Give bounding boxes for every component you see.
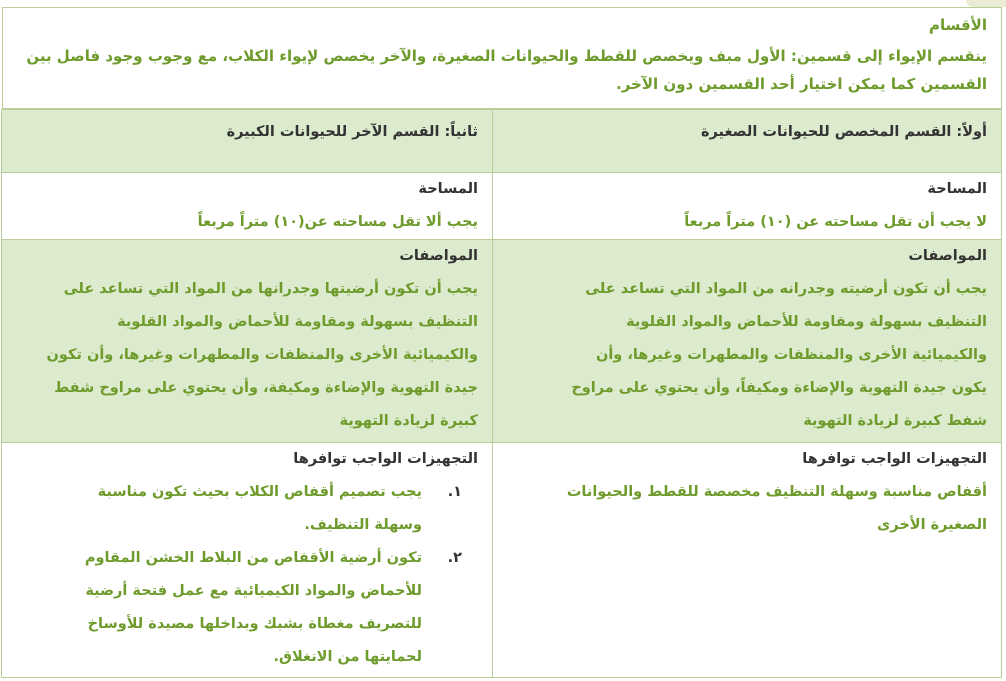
- specs-left-label: المواصفات: [399, 248, 478, 264]
- specs-left-line: التنظيف بسهولة ومقاومة للأحماض والمواد القلوية: [117, 314, 478, 330]
- specs-right: [493, 240, 1002, 443]
- intro-section: [2, 7, 1002, 109]
- intro-title: الأقسام: [928, 16, 987, 34]
- area-right-label: المساحة: [927, 181, 987, 197]
- specs-right-line: يكون جيدة التهوية والإضاءة ومكيفاً، وأن يحتوي على مراوح: [571, 380, 987, 396]
- equipment-row: [2, 443, 1002, 678]
- list-item: [16, 476, 478, 542]
- list-item-number: ٢.: [447, 550, 462, 566]
- header-right: [493, 110, 1002, 173]
- specs-left-line: والكيميائية الأخرى والمنظفات والمطهرات وغيرها، وأن تكون: [46, 347, 478, 363]
- specs-right-label: المواصفات: [908, 248, 987, 264]
- equipment-left: [2, 443, 493, 678]
- intro-text: ينقسم الإيواء إلى قسمين: الأول مبف ويخصص للقطط والحيوانات الصغيرة، والآخر يخصص لإيواء الكلاب، مع وجوب وجود فاصل بين القسمين كما يمكن اختيار أحد القسمين دون الآخر.: [26, 47, 987, 93]
- equipment-right-line: الصغيرة الأخرى: [877, 517, 987, 533]
- list-item-line: وسهلة التنظيف.: [304, 517, 422, 533]
- specs-left: [2, 240, 493, 443]
- page-corner-decoration: [966, 0, 1006, 7]
- specs-left-line: جيدة التهوية والإضاءة ومكيفة، وأن يحتوي على مراوح شفط: [54, 380, 478, 396]
- equipment-list: [16, 476, 478, 674]
- list-item-line: تكون أرضية الأقفاص من البلاط الخشن المقاوم: [84, 550, 422, 566]
- equipment-right-label: التجهيزات الواجب توافرها: [802, 451, 987, 467]
- area-left: [2, 173, 493, 240]
- specs-left-line: يجب أن تكون أرضيتها وجدرانها من المواد التي تساعد على: [63, 281, 478, 297]
- area-right: [493, 173, 1002, 240]
- comparison-table: [1, 109, 1002, 678]
- header-left: [2, 110, 493, 173]
- header-right-text: أولاً: القسم المخصص للحيوانات الصغيرة: [700, 124, 987, 140]
- specs-right-line: والكيميائية الأخرى والمنظفات والمطهرات وغيرها، وأن: [595, 347, 987, 363]
- list-item-number: ١.: [447, 484, 462, 500]
- area-row: [2, 173, 1002, 240]
- list-item: [16, 542, 478, 674]
- equipment-right: [493, 443, 1002, 678]
- document-frame: [2, 7, 1002, 677]
- header-left-text: ثانياً: القسم الآخر للحيوانات الكبيرة: [226, 124, 478, 140]
- specs-right-line: يجب أن تكون أرضيته وجدرانه من المواد التي تساعد على: [585, 281, 987, 297]
- list-item-line: يجب تصميم أقفاص الكلاب بحيث تكون مناسبة: [97, 484, 422, 500]
- specs-right-line: شفط كبيرة لزيادة التهوية: [803, 413, 987, 429]
- equipment-left-label: التجهيزات الواجب توافرها: [293, 451, 478, 467]
- specs-row: [2, 240, 1002, 443]
- area-left-label: المساحة: [418, 181, 478, 197]
- specs-right-line: التنظيف بسهولة ومقاومة للأحماض والمواد القلوية: [626, 314, 987, 330]
- specs-left-line: كبيرة لزيادة التهوية: [339, 413, 478, 429]
- area-left-text: يجب ألا تقل مساحته عن(١٠) متراً مربعاً: [197, 214, 478, 230]
- header-row: [2, 110, 1002, 173]
- list-item-line: للأحماض والمواد الكيميائية مع عمل فتحة أرضية: [85, 583, 422, 599]
- list-item-line: لحمايتها من الانغلاق.: [273, 649, 422, 665]
- list-item-line: للتصريف مغطاة بشبك وبداخلها مصيدة للأوساخ: [87, 616, 422, 632]
- area-right-text: لا يجب أن تقل مساحته عن (١٠) متراً مربعاً: [684, 214, 987, 230]
- equipment-right-line: أقفاص مناسبة وسهلة التنظيف مخصصة للقطط والحيوانات: [566, 484, 987, 500]
